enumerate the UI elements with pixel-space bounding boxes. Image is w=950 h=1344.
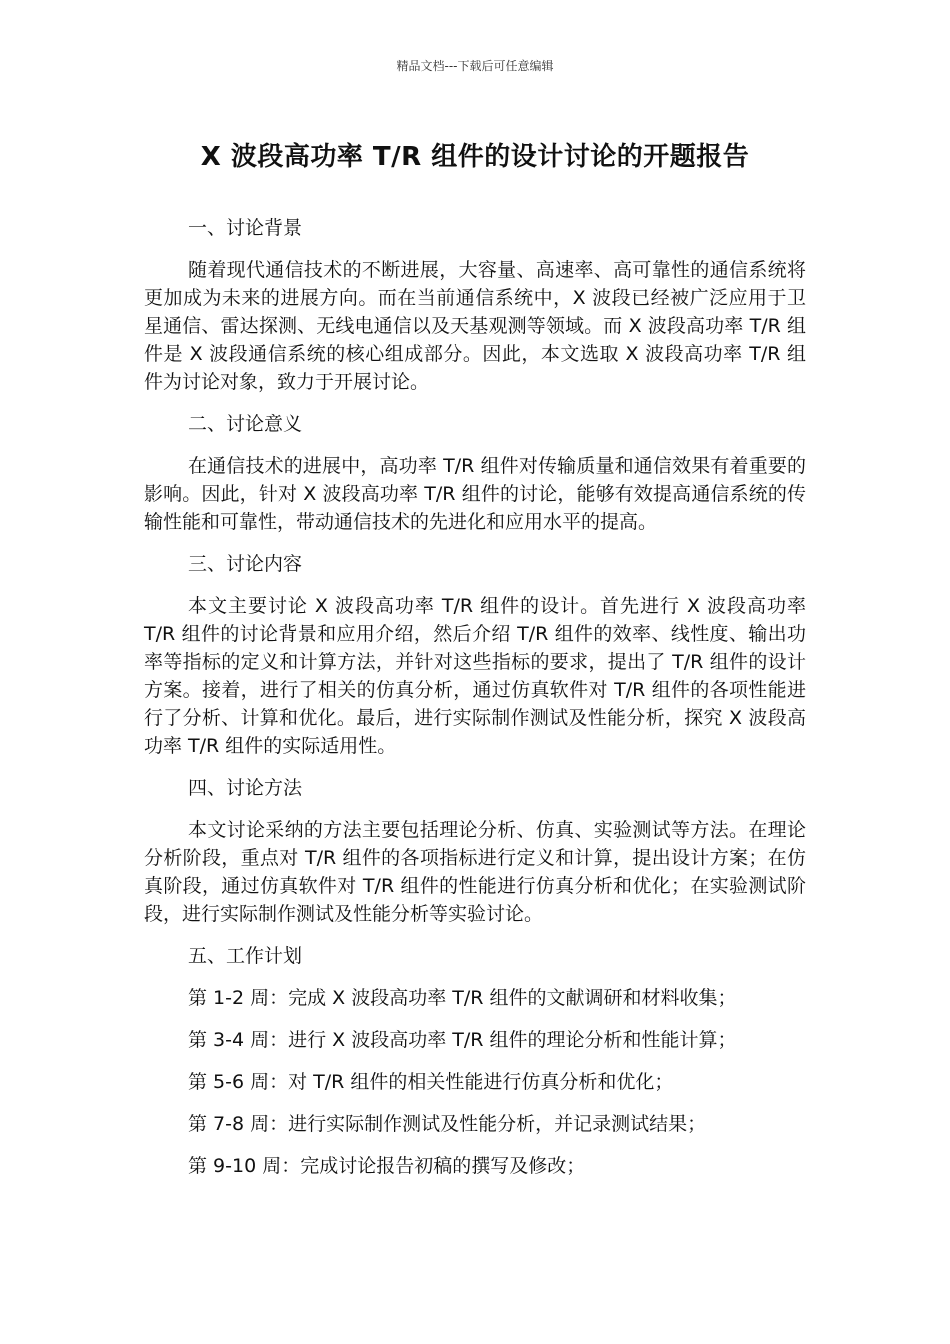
section-heading-significance: 二、讨论意义 — [188, 413, 303, 435]
work-plan-item: 第 5-6 周：对 T/R 组件的相关性能进行仿真分析和优化； — [188, 1071, 674, 1093]
section-heading-background: 一、讨论背景 — [188, 217, 303, 239]
work-plan-item: 第 3-4 周：进行 X 波段高功率 T/R 组件的理论分析和性能计算； — [188, 1029, 737, 1051]
header-note: 精品文档---下载后可任意编辑 — [396, 59, 554, 73]
work-plan-list — [144, 984, 806, 1180]
work-plan-item: 第 7-8 周：进行实际制作测试及性能分析，并记录测试结果； — [188, 1113, 707, 1135]
section-body-background: 随着现代通信技术的不断进展，大容量、高速率、高可靠性的通信系统将更加成为未来的进展方向。而在当前通信系统中，X 波段已经被广泛应用于卫星通信、雷达探测、无线电通信以及天基观测等领域。而 X 波段高功率 T/R 组件是 X 波段通信系统的核心组成部分。因此，本文选取 X 波段高功率 T/R 组件为讨论对象，致力于开展讨论。 — [144, 259, 806, 393]
section-body-significance: 在通信技术的进展中，高功率 T/R 组件对传输质量和通信效果有着重要的影响。因此，针对 X 波段高功率 T/R 组件的讨论，能够有效提高通信系统的传输性能和可靠性，带动通信技术的先进化和应用水平的提高。 — [144, 455, 806, 533]
section-body-content: 本文主要讨论 X 波段高功率 T/R 组件的设计。首先进行 X 波段高功率 T/R 组件的讨论背景和应用介绍，然后介绍 T/R 组件的效率、线性度、输出功率等指标的定义和计算方法，并针对这些指标的要求，提出了 T/R 组件的设计方案。接着，进行了相关的仿真分析，通过仿真软件对 T/R 组件的各项性能进行了分析、计算和优化。最后，进行实际制作测试及性能分析，探究 X 波段高功率 T/R 组件的实际适用性。 — [144, 595, 806, 757]
section-heading-plan: 五、工作计划 — [188, 945, 303, 967]
section-heading-method: 四、讨论方法 — [188, 777, 303, 799]
section-body-method: 本文讨论采纳的方法主要包括理论分析、仿真、实验测试等方法。在理论分析阶段，重点对 T/R 组件的各项指标进行定义和计算，提出设计方案；在仿真阶段，通过仿真软件对 T/R 组件的性能进行仿真分析和优化；在实验测试阶段，进行实际制作测试及性能分析等实验讨论。 — [144, 819, 806, 925]
section-heading-content: 三、讨论内容 — [188, 553, 303, 575]
document-title: X 波段高功率 T/R 组件的设计讨论的开题报告 — [200, 142, 750, 172]
work-plan-item: 第 1-2 周：完成 X 波段高功率 T/R 组件的文献调研和材料收集； — [188, 987, 737, 1009]
work-plan-item: 第 9-10 周：完成讨论报告初稿的撰写及修改； — [188, 1155, 586, 1177]
document-body — [144, 214, 806, 1180]
